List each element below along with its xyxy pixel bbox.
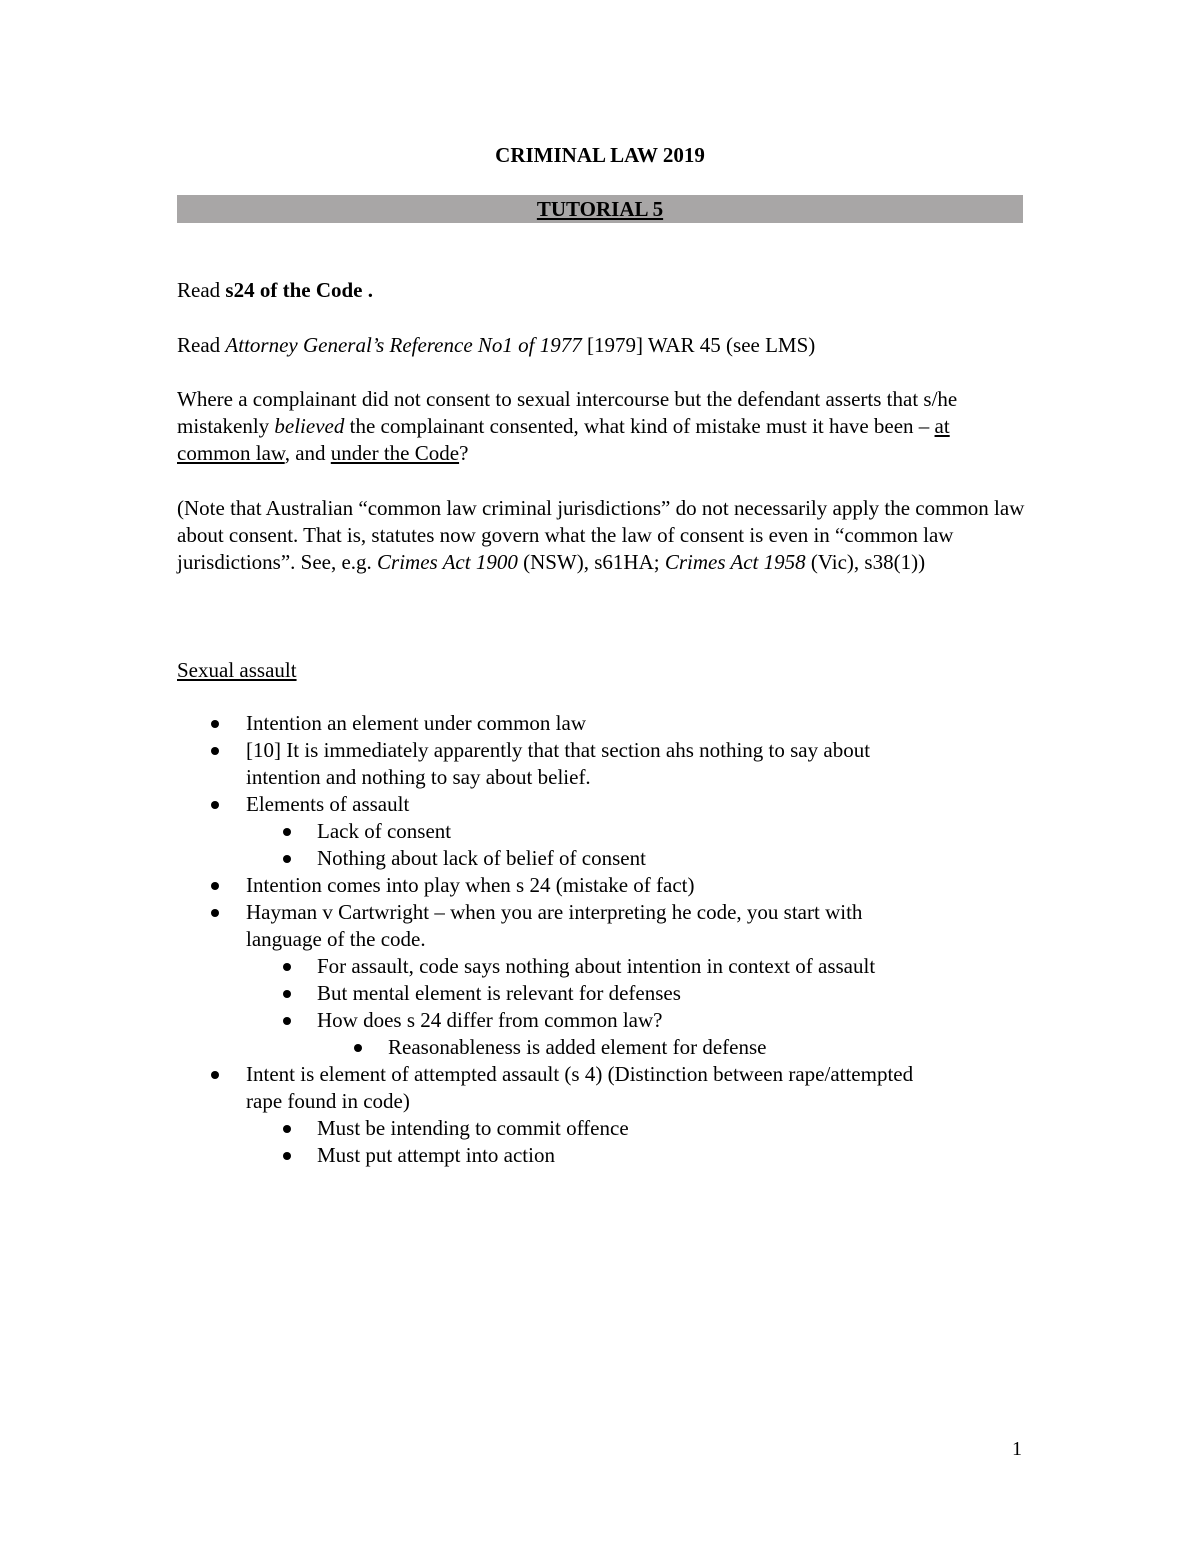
- list-item-text: Intention an element under common law: [246, 711, 586, 735]
- bullet-icon: [283, 1125, 291, 1133]
- reading-case: Read Attorney General’s Reference No1 of 1977 [1979] WAR 45 (see LMS): [177, 333, 816, 357]
- list-item-text: For assault, code says nothing about intention in context of assault: [317, 954, 876, 978]
- list-item-text: Reasonableness is added element for defense: [388, 1035, 767, 1059]
- list-item-text: rape found in code): [246, 1089, 410, 1113]
- bullet-icon: [283, 828, 291, 836]
- list-item-text: Nothing about lack of belief of consent: [317, 846, 646, 870]
- reading-code: Read s24 of the Code .: [177, 278, 373, 302]
- question-paragraph: Where a complainant did not consent to sexual intercourse but the defendant asserts that s/he mistakenly believed the complainant consented, what kind of mistake must it have been – at common law, and under the Code?: [177, 387, 958, 465]
- bullet-icon: [211, 801, 219, 809]
- bullet-icon: [211, 882, 219, 890]
- list-item-text: Hayman v Cartwright – when you are interpreting he code, you start with: [246, 900, 863, 924]
- bullet-icon: [283, 1017, 291, 1025]
- list-item-text: But mental element is relevant for defenses: [317, 981, 681, 1005]
- list-item-text: [10] It is immediately apparently that that section ahs nothing to say about: [246, 738, 871, 762]
- list-item-text: intention and nothing to say about belief.: [246, 765, 591, 789]
- tutorial-banner: [177, 195, 1023, 223]
- list-item-text: Must put attempt into action: [317, 1143, 555, 1167]
- bullet-icon: [283, 1152, 291, 1160]
- bullet-icon: [283, 855, 291, 863]
- act-reference: Crimes Act 1900: [377, 550, 518, 574]
- bullet-icon: [354, 1044, 362, 1052]
- list-item-text: How does s 24 differ from common law?: [317, 1008, 663, 1032]
- tutorial-heading: TUTORIAL 5: [536, 197, 664, 221]
- case-name: Attorney General’s Reference No1 of 1977: [225, 333, 582, 357]
- list-item-text: Must be intending to commit offence: [317, 1116, 629, 1140]
- section-heading: Sexual assault: [177, 658, 297, 682]
- list-item-text: language of the code.: [246, 927, 426, 951]
- act-reference: Crimes Act 1958: [664, 550, 806, 574]
- page-number: 1: [1012, 1438, 1022, 1460]
- note-paragraph: (Note that Australian “common law criminal jurisdictions” do not necessarily apply the common law about consent. That is, statutes now govern what the law of consent is even in “common law jurisdictions”. See, e.g. Crimes Act 1900 (NSW), s61HA; Crimes Act 1958 (Vic), s38(1)): [177, 496, 1025, 574]
- list-item-text: Intent is element of attempted assault (s 4) (Distinction between rape/attempted: [246, 1062, 914, 1086]
- bullet-icon: [211, 1071, 219, 1079]
- code-section-ref: s24 of the Code .: [225, 278, 373, 302]
- list-item-text: Elements of assault: [246, 792, 410, 816]
- bullet-icon: [211, 747, 219, 755]
- bullet-icon: [283, 963, 291, 971]
- list-item-text: Lack of consent: [317, 819, 452, 843]
- list-item-text: Intention comes into play when s 24 (mistake of fact): [246, 873, 695, 897]
- bullet-icon: [211, 720, 219, 728]
- document-title: CRIMINAL LAW 2019: [495, 143, 705, 167]
- bullet-icon: [211, 909, 219, 917]
- bullet-icon: [283, 990, 291, 998]
